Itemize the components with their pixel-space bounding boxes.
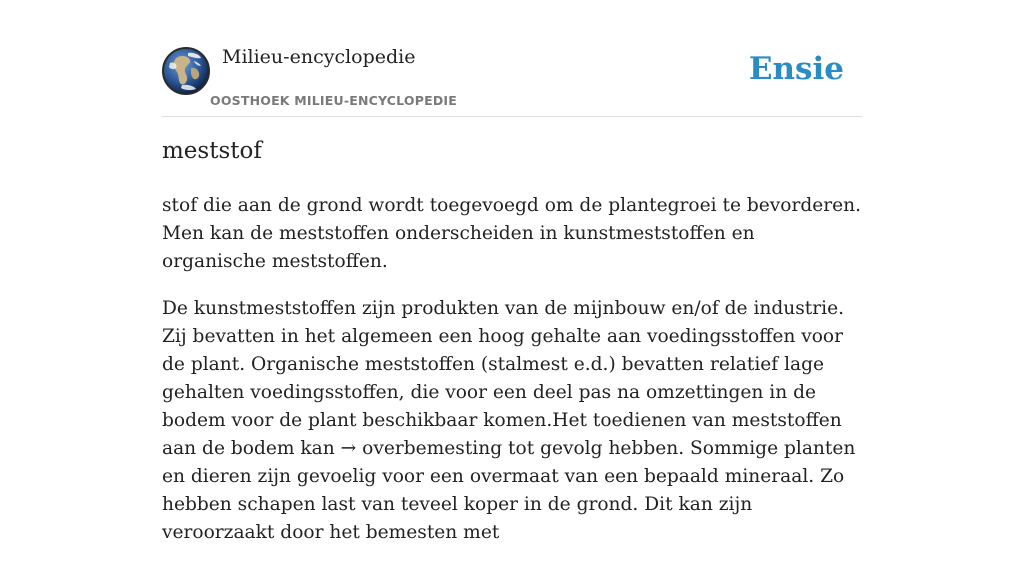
site-title[interactable]: Milieu-encyclopedie (222, 46, 416, 68)
page-title: meststof (162, 138, 262, 164)
entry-paragraph: De kunstmeststoffen zijn produkten van de mijnbouw en/of de industrie. Zij bevatten in het algemeen een hoog gehalte aan voedingsstoffen voor de plant. Organische meststoffen (stalmest e.d.) bevatten relatief lage gehalten voedingsstoffen, die voor een deel pas na omzettingen in de bodem voor de plant beschikbaar komen.Het toedienen van meststoffen aan de bodem kan → overbemesting tot gevolg hebben. Sommige planten en dieren zijn gevoelig voor een overmaat van een bepaald mineraal. Zo hebben schapen last van teveel koper in de grond. Dit kan zijn veroorzaakt door het bemesten met (162, 298, 856, 543)
entry-paragraph: stof die aan de grond wordt toegevoegd om de plantegroei te bevorderen. Men kan de meststoffen onderscheiden in kunstmeststoffen en organische meststoffen. (162, 195, 862, 272)
site-header (162, 46, 862, 117)
brand-logo-link[interactable]: Ensie (748, 51, 844, 87)
earth-globe-icon[interactable] (162, 47, 210, 95)
entry-content (162, 192, 862, 566)
site-subtitle: OOSTHOEK MILIEU-ENCYCLOPEDIE (210, 93, 457, 108)
